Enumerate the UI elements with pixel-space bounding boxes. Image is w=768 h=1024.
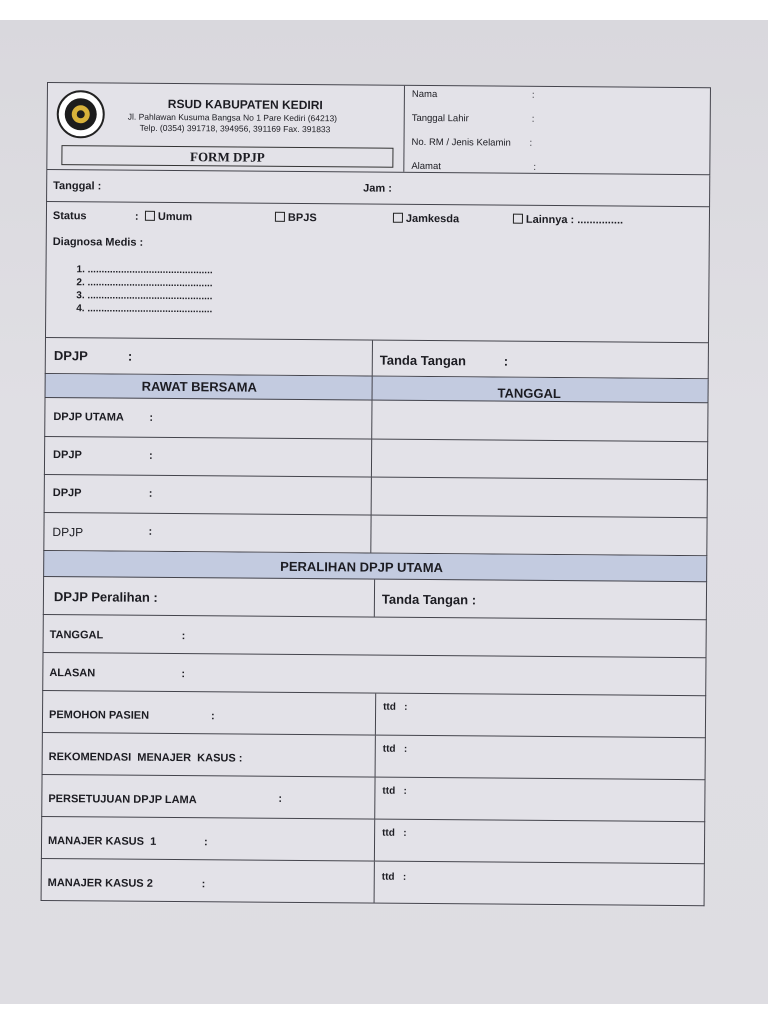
peralihan-tanggal-label: TANGGAL [49,629,104,642]
dpjp-row: DPJP : Tanda Tangan : [45,338,709,379]
form-sheet [41,82,711,907]
table-row: DPJP UTAMA : [44,398,708,442]
table-row: DPJP : [44,475,708,518]
table-row: MANAJER KASUS 2 : ttd : [41,859,705,906]
status-label: Status [52,210,87,223]
table-row: PERSETUJUAN DPJP LAMA : ttd : [41,775,705,822]
dpjp-peralihan-label: DPJP Peralihan : [53,589,158,605]
dpjp-peralihan-row [43,577,707,620]
peralihan-title: PERALIHAN DPJP UTAMA [280,558,444,576]
hospital-name: RSUD KABUPATEN KEDIRI [167,96,323,113]
table-row: PEMOHON PASIEN : ttd : [42,691,706,738]
diagnosa-line-2[interactable]: 2. ............................................. [76,277,213,290]
status-jamkesda-checkbox[interactable]: Jamkesda [393,213,459,226]
peralihan-ttd-label: Tanda Tangan : [381,591,477,608]
status-bpjs-checkbox[interactable]: BPJS [275,212,317,224]
tanda-tangan-label: Tanda Tangan [379,352,467,369]
rawat-bersama-title: RAWAT BERSAMA [141,378,257,395]
form-title: FORM DPJP [61,145,393,168]
header-row: RSUD KABUPATEN KEDIRI Jl. Pahlawan Kusuma Bangsa No 1 Pare Kediri (64213) Telp. (0354) 391718, 394956, 391169 Fax. 391833 FORM DPJP Nama : Tanggal Lahir : No. RM / Jenis Kelamin : Alamat : [46,82,711,175]
hospital-phone: Telp. (0354) 391718, 394956, 391169 Fax. 391833 [139,122,331,135]
dpjp-label: DPJP [53,348,88,364]
status-umum-checkbox[interactable]: Umum [145,211,192,223]
patient-birthdate-label: Tanggal Lahir [411,112,469,125]
diagnosa-line-3[interactable]: 3. ............................................. [76,290,213,303]
diagnosa-line-4[interactable]: 4. ............................................. [76,303,213,316]
diagnosa-line-1[interactable]: 1. ............................................. [76,264,213,277]
patient-rm-label: No. RM / Jenis Kelamin [411,136,511,149]
tanggal-column-title: TANGGAL [497,385,561,402]
jam-label: Jam : [363,182,392,195]
patient-name-label: Nama [411,88,438,101]
tanggal-label: Tanggal : [53,180,102,193]
status-section: Status : Umum BPJS Jamkesda Lainnya : ............... Diagnosa Medis : 1. ............................................. 2. ............................................. 3. ............................................. 4. ............................................. [45,202,710,343]
table-row: DPJP : [43,513,707,556]
diagnosa-label: Diagnosa Medis : [52,236,144,249]
alasan-label: ALASAN [49,667,96,680]
hospital-seal-icon [56,89,106,139]
hospital-address: Jl. Pahlawan Kusuma Bangsa No 1 Pare Kediri (64213) [127,111,338,124]
patient-address-label: Alamat [411,160,441,173]
alasan-row: ALASAN : [42,653,706,696]
peralihan-tanggal-row: TANGGAL : [43,615,707,658]
table-row: DPJP : [44,437,708,480]
table-row: REKOMENDASI MENAJER KASUS : ttd : [42,733,706,780]
date-time-row [46,170,710,207]
status-lainnya-checkbox[interactable]: Lainnya : ............... [513,214,623,227]
table-row: MANAJER KASUS 1 : ttd : [41,817,705,864]
